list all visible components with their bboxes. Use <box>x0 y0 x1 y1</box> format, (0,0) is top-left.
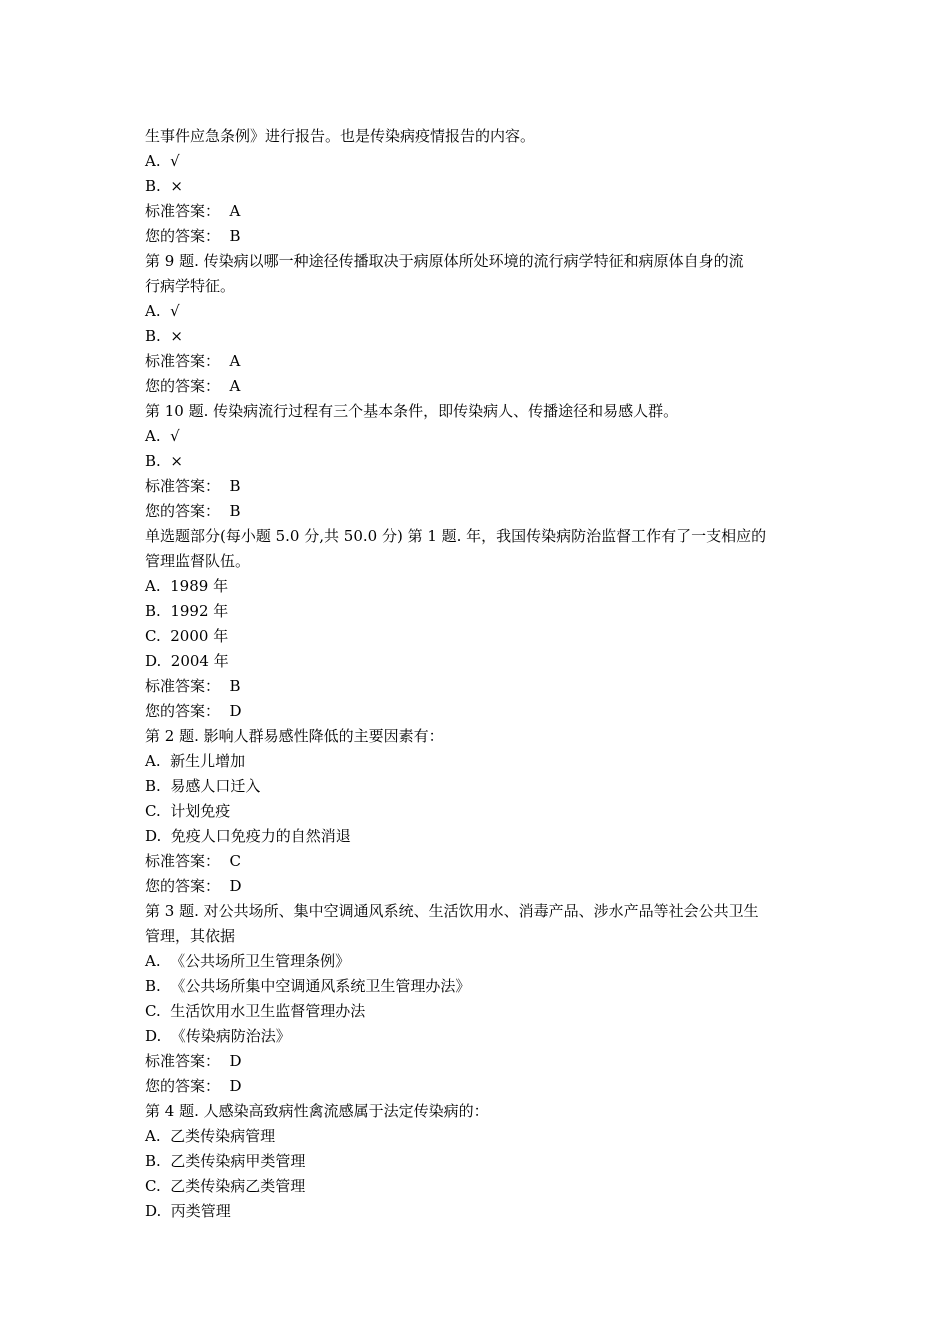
question-line: 第 9 题. 传染病以哪一种途径传播取决于病原体所处环境的流行病学特征和病原体自身的流 <box>145 252 744 270</box>
question-line: 第 2 题. 影响人群易感性降低的主要因素有： <box>145 727 444 745</box>
option-line: D. 《传染病防治法》 <box>145 1027 291 1045</box>
option-line: D. 丙类管理 <box>145 1202 231 1220</box>
your-answer: 您的答案： D <box>145 1077 242 1095</box>
question-line: 行病学特征。 <box>145 277 236 295</box>
option-line: A. 乙类传染病管理 <box>145 1127 276 1145</box>
your-answer: 您的答案： D <box>145 702 242 720</box>
option-line: B. × <box>145 177 183 195</box>
your-answer: 您的答案： D <box>145 877 242 895</box>
option-line: D. 免疫人口免疫力的自然消退 <box>145 827 351 845</box>
question-line: 单选题部分(每小题 5.0 分,共 50.0 分) 第 1 题. 年，我国传染病防治监督工作有了一支相应的 <box>145 527 767 545</box>
option-line: B. 《公共场所集中空调通风系统卫生管理办法》 <box>145 977 471 995</box>
text-line: 生事件应急条例》进行报告。也是传染病疫情报告的内容。 <box>145 127 536 145</box>
option-line: A. 1989 年 <box>145 577 229 595</box>
question-line: 管理监督队伍。 <box>145 552 251 570</box>
option-line: C. 计划免疫 <box>145 802 231 820</box>
option-line: B. × <box>145 327 183 345</box>
option-line: B. 易感人口迁入 <box>145 777 261 795</box>
standard-answer: 标准答案： A <box>145 352 241 370</box>
your-answer: 您的答案： A <box>145 377 241 395</box>
option-line: A. 新生儿增加 <box>145 752 246 770</box>
standard-answer: 标准答案： B <box>145 477 241 495</box>
option-line: B. 乙类传染病甲类管理 <box>145 1152 306 1170</box>
option-line: A. √ <box>145 152 180 170</box>
question-line: 第 4 题. 人感染高致病性禽流感属于法定传染病的： <box>145 1102 489 1120</box>
option-line: A. √ <box>145 302 180 320</box>
standard-answer: 标准答案： A <box>145 202 241 220</box>
option-line: B. 1992 年 <box>145 602 229 620</box>
question-line: 第 10 题. 传染病流行过程有三个基本条件，即传染病人、传播途径和易感人群。 <box>145 402 679 420</box>
option-line: A. 《公共场所卫生管理条例》 <box>145 952 351 970</box>
option-line: B. × <box>145 452 183 470</box>
standard-answer: 标准答案： B <box>145 677 241 695</box>
question-line: 管理，其依据 <box>145 927 236 945</box>
option-line: A. √ <box>145 427 180 445</box>
your-answer: 您的答案： B <box>145 502 241 520</box>
your-answer: 您的答案： B <box>145 227 241 245</box>
option-line: D. 2004 年 <box>145 652 229 670</box>
option-line: C. 生活饮用水卫生监督管理办法 <box>145 1002 366 1020</box>
option-line: C. 乙类传染病乙类管理 <box>145 1177 306 1195</box>
document-body <box>145 124 815 1224</box>
option-line: C. 2000 年 <box>145 627 229 645</box>
question-line: 第 3 题. 对公共场所、集中空调通风系统、生活饮用水、消毒产品、涉水产品等社会公共卫生 <box>145 902 759 920</box>
standard-answer: 标准答案： D <box>145 1052 242 1070</box>
standard-answer: 标准答案： C <box>145 852 242 870</box>
